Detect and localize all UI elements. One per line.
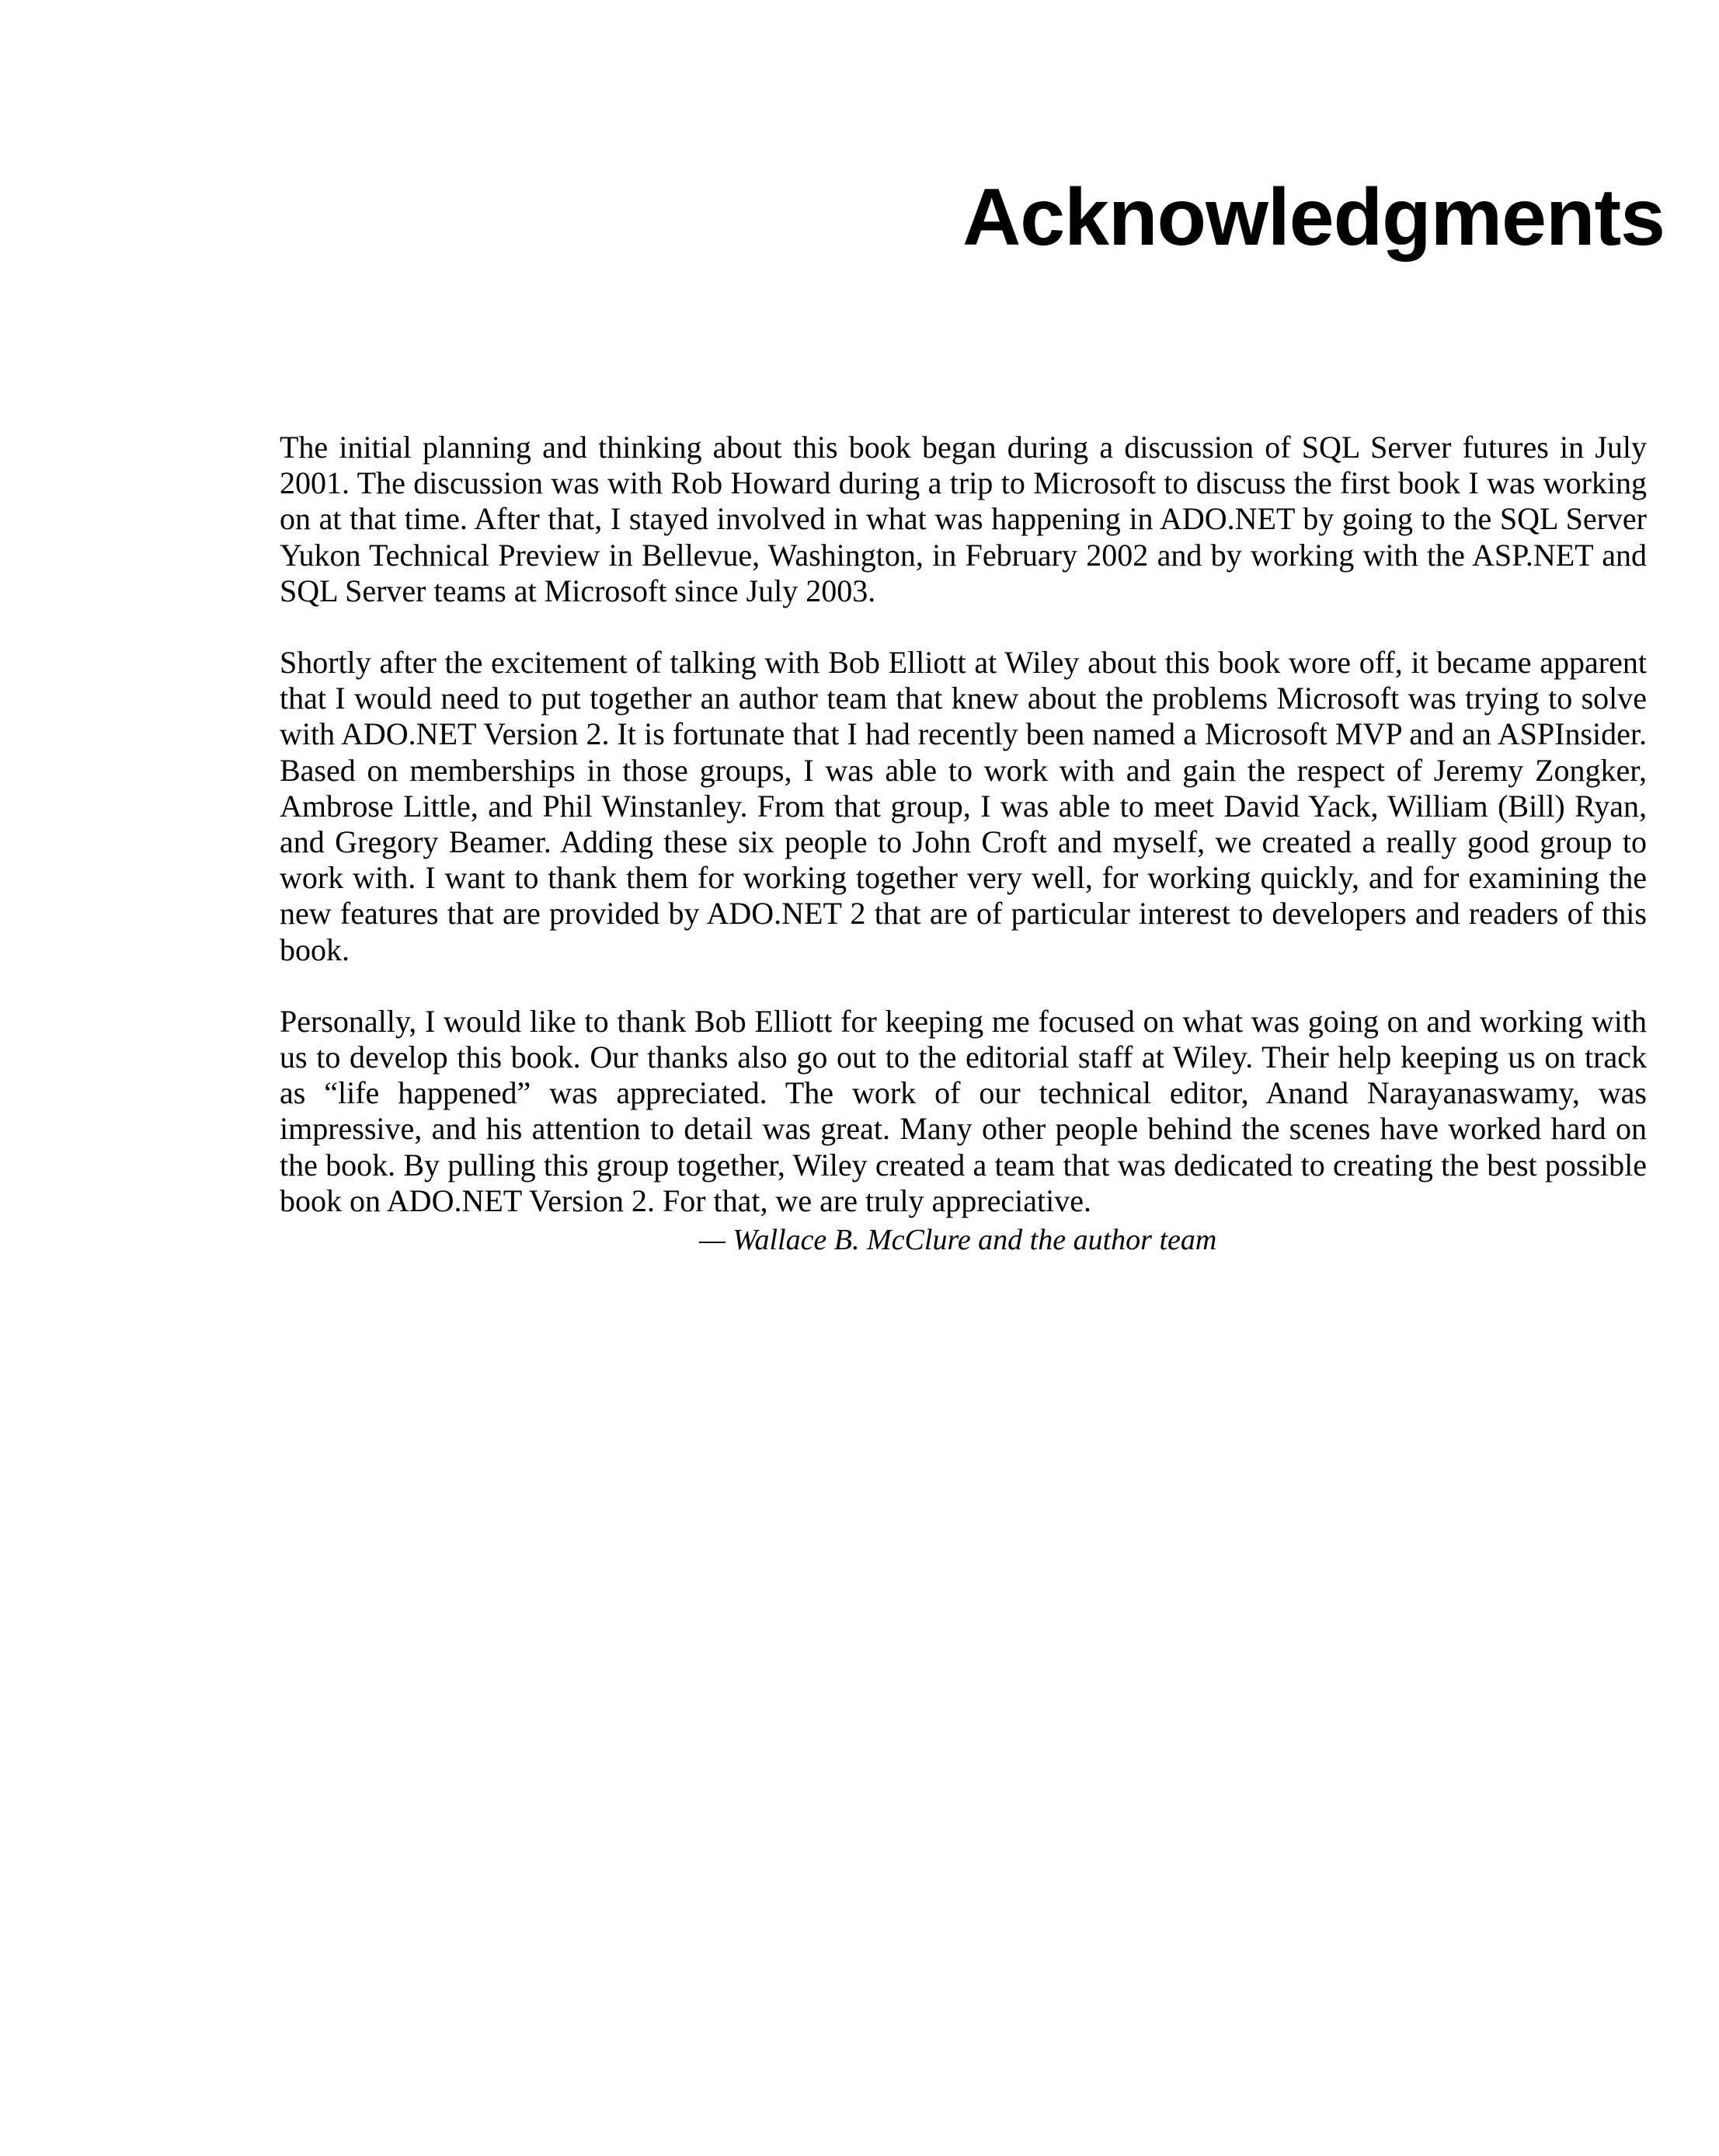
paragraph-thanks: Personally, I would like to thank Bob Elliott for keeping me focused on what was going on and working with us to develop this book. Our thanks also go out to the editorial staff at Wiley. Their help keeping us on track as “life happened” was appreciated. The work of our technical editor, Anand Narayanaswamy, was impressive, and his attention to detail was great. Many other people behind the scenes have worked hard on the book. By pulling this group together, Wiley created a team that was dedicated to creating the best possible book on ADO.NET Version 2. For that, we are truly appreciative. (280, 1003, 1647, 1218)
page-title: Acknowledgments (962, 172, 1665, 263)
acknowledgments-body (280, 430, 1647, 1258)
paragraph-planning: The initial planning and thinking about this book began during a discussion of SQL Server futures in July 2001. The discussion was with Rob Howard during a trip to Microsoft to discuss the first book I was working on at that time. After that, I stayed involved in what was happening in ADO.NET by going to the SQL Server Yukon Technical Preview in Bellevue, Washington, in February 2002 and by working with the ASP.NET and SQL Server teams at Microsoft since July 2003. (280, 430, 1647, 608)
paragraph-author-team: Shortly after the excitement of talking with Bob Elliott at Wiley about this book wore off, it became apparent that I would need to put together an author team that knew about the problems Microsoft was trying to solve with ADO.NET Version 2. It is fortunate that I had recently been named a Microsoft MVP and an ASPInsider. Based on memberships in those groups, I was able to work with and gain the respect of Jeremy Zongker, Ambrose Little, and Phil Winstanley. From that group, I was able to meet David Yack, William (Bill) Ryan, and Gregory Beamer. Adding these six people to John Croft and myself, we created a really good group to work with. I want to thank them for working together very well, for working quickly, and for examining the new features that are provided by ADO.NET 2 that are of particular interest to developers and readers of this book. (280, 645, 1647, 967)
signature: — Wallace B. McClure and the author team (699, 1224, 1217, 1257)
